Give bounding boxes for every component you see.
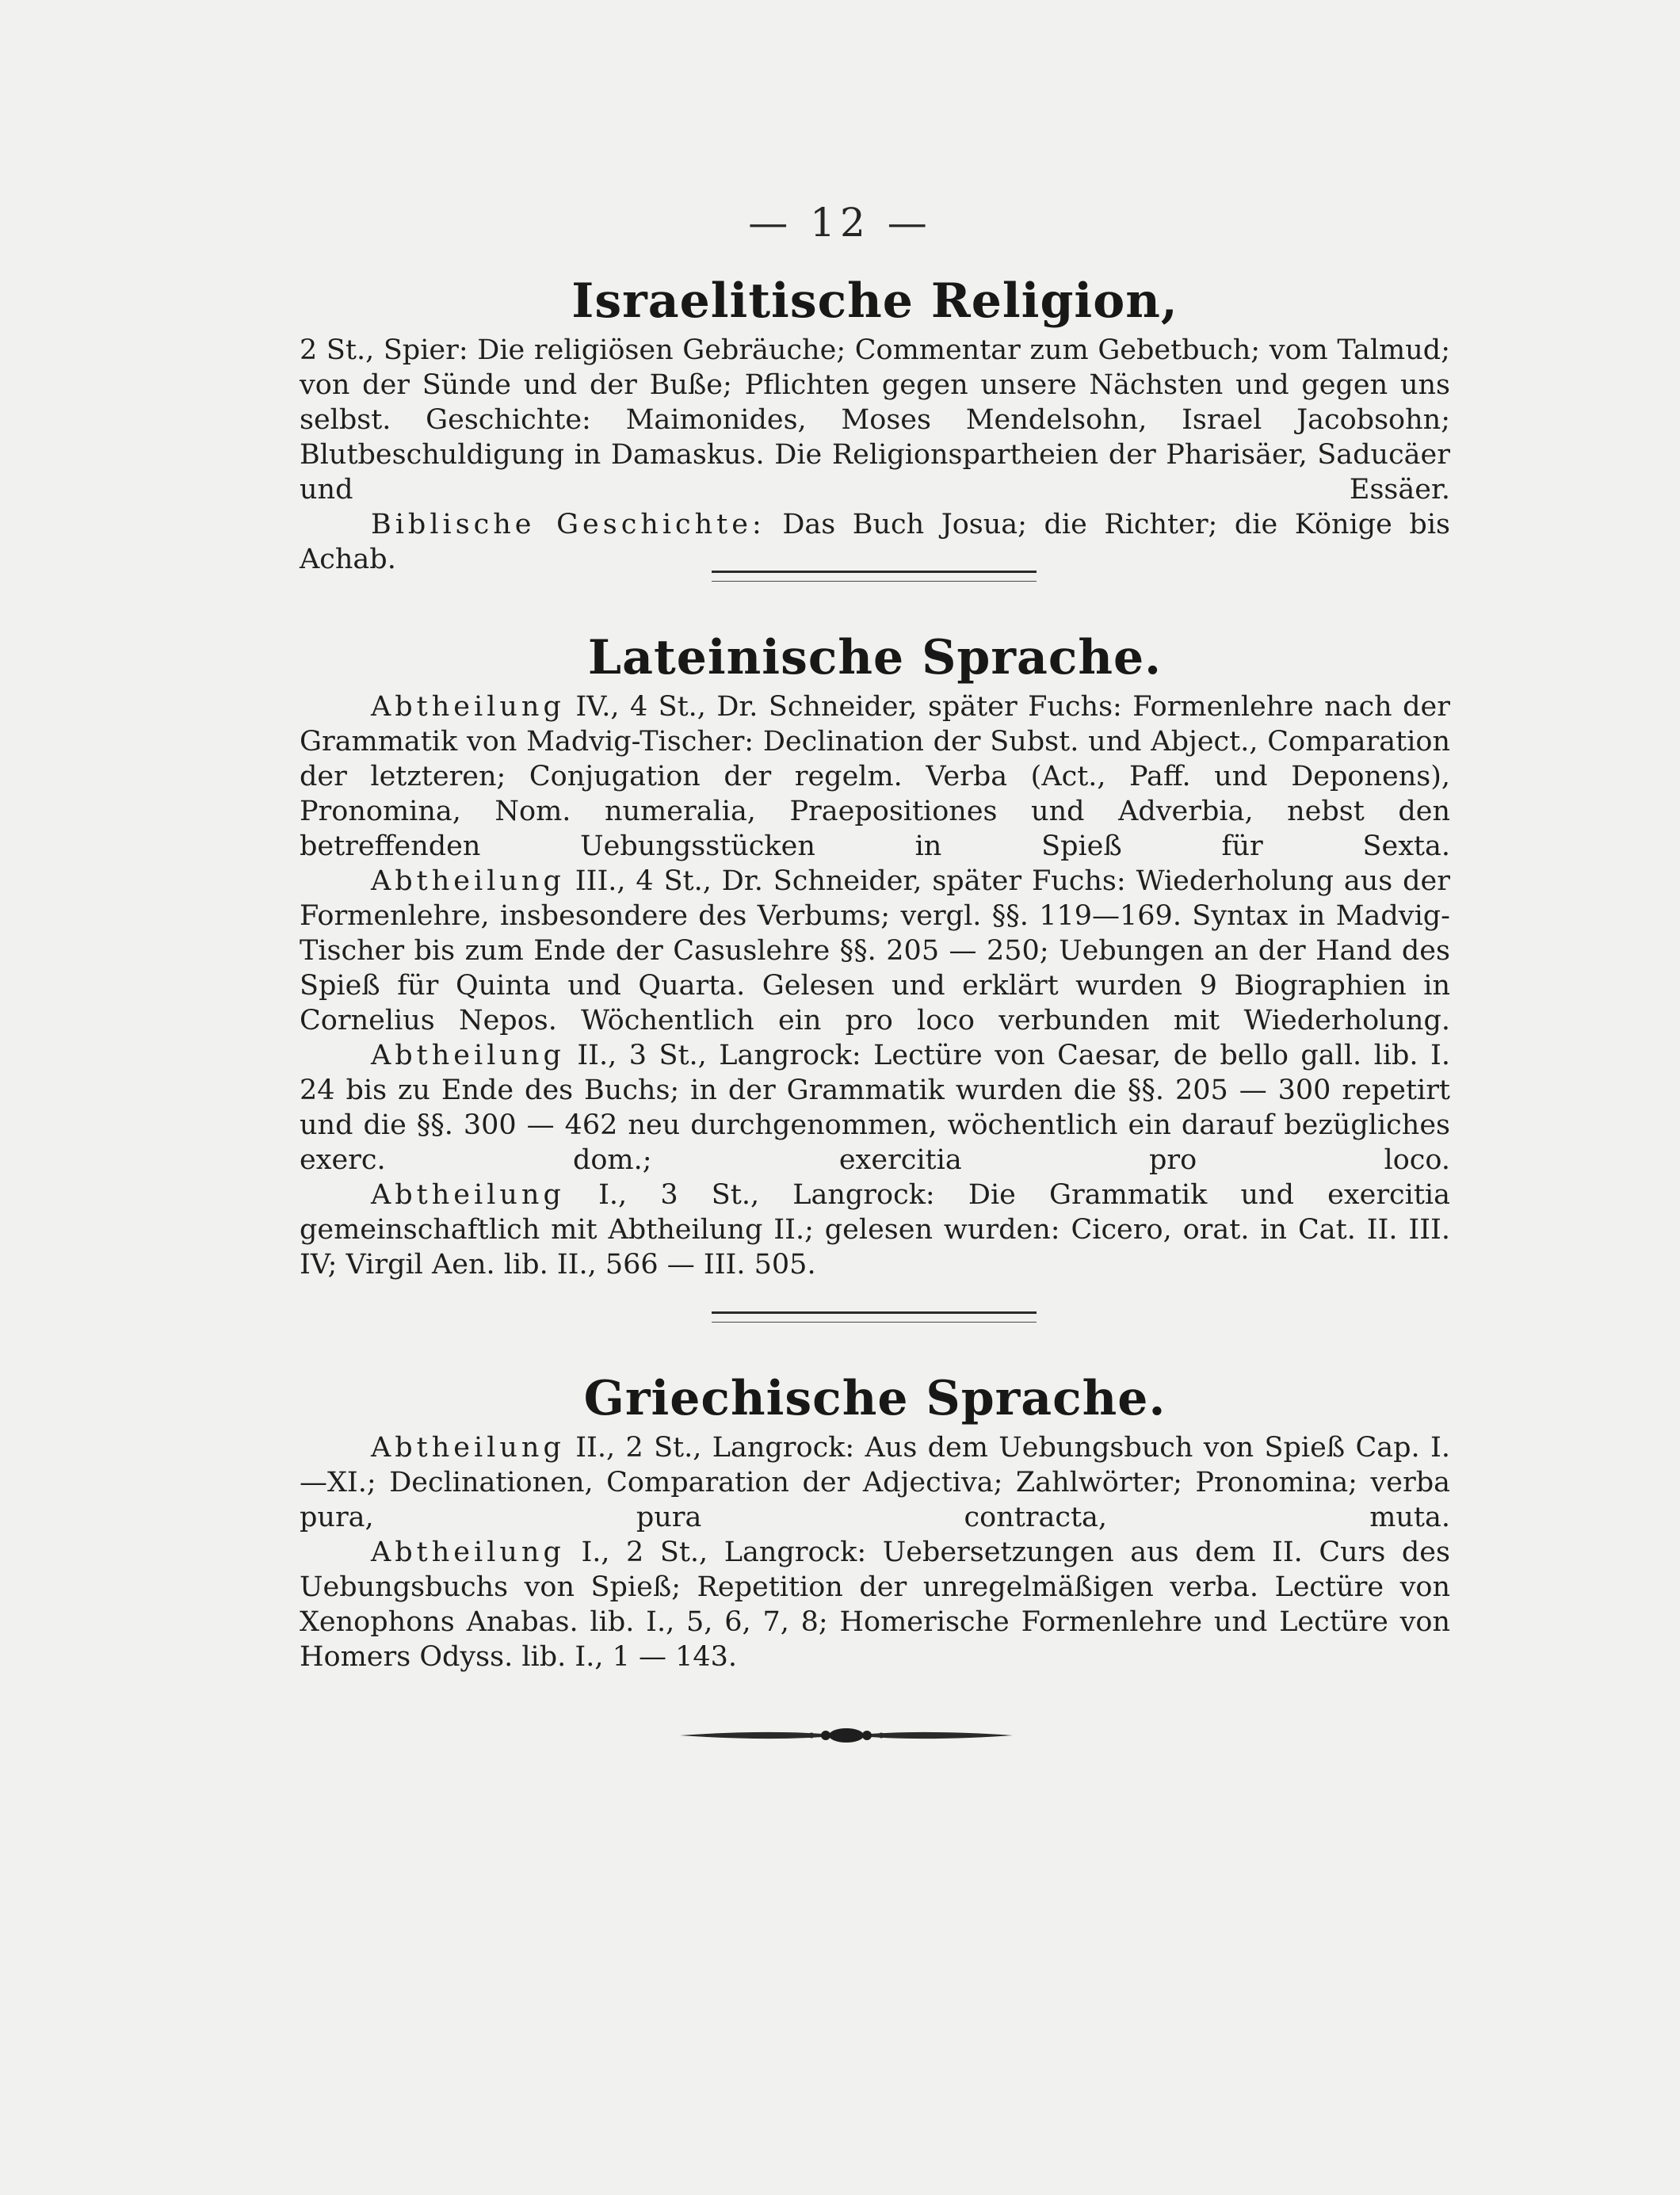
paragraph-lead: Abtheilung	[371, 1179, 565, 1211]
paragraph-lead: Abtheilung	[371, 1040, 565, 1071]
paragraph	[300, 1038, 1450, 1178]
section-divider	[712, 1311, 1037, 1323]
paragraph-text: I., 2 St., Langrock: Uebersetzungen aus dem II. Curs des Uebungsbuchs von Spieß; Repetition der unregelmäßigen verba. Lectüre von Xenophons Anabas. lib. I., 5, 6, 7, 8; Homerische Formenlehre und Lectüre von Homers Odyss. lib. I., 1 — 143.	[300, 1536, 1450, 1673]
paragraph-text: Das Buch Josua; die Richter; die Könige bis Achab.	[300, 509, 1450, 575]
paragraph	[300, 864, 1450, 1038]
section-heading: Lateinische Sprache.	[587, 630, 1163, 685]
paragraph-text: IV., 4 St., Dr. Schneider, später Fuchs: Formenlehre nach der Grammatik von Madvig-Tischer: Declination der Subst. und Abject., Comparation der letzteren; Conjugation der regelm. Verba (Act., Paff. und Deponens), Pronomina, Nom. numeralia, Praepositiones und Adverbia, nebst den betreffenden Uebungsstücken in Spieß für Sexta.	[300, 691, 1450, 862]
section-heading: Israelitische Religion,	[571, 273, 1178, 329]
section-divider	[712, 571, 1037, 582]
paragraph	[300, 333, 1450, 507]
paragraph	[300, 1535, 1450, 1674]
paragraph-lead: Abtheilung	[371, 691, 565, 723]
paragraph-lead: Biblische Geschichte:	[371, 509, 766, 540]
page-number: — 12 —	[748, 200, 932, 246]
ornament-icon	[680, 1724, 1013, 1747]
section-lateinische-sprache	[300, 626, 1450, 1282]
paragraph-lead: Abtheilung	[371, 1432, 565, 1464]
section-griechische-sprache	[300, 1367, 1450, 1674]
paragraph-lead: Abtheilung	[371, 1536, 565, 1568]
paragraph-text: 2 St., Spier: Die religiösen Gebräuche; Commentar zum Gebetbuch; vom Talmud; von der Sünde und der Buße; Pflichten gegen unsere Nächsten und gegen uns selbst. Geschichte: Maimonides, Moses Mendelsohn, Israel Jacobsohn; Blutbeschuldigung in Damaskus. Die Religionspartheien der Pharisäer, Saducäer und Essäer.	[300, 334, 1450, 506]
paragraph-text: II., 3 St., Langrock: Lectüre von Caesar, de bello gall. lib. I. 24 bis zu Ende des Buchs; in der Grammatik wurden die §§. 205 — 300 repetirt und die §§. 300 — 462 neu durchgenommen, wöchentlich ein darauf bezügliches exerc. dom.; exercitia pro loco.	[300, 1040, 1450, 1176]
paragraph	[300, 689, 1450, 864]
paragraph	[300, 1430, 1450, 1535]
paragraph-lead: Abtheilung	[371, 865, 565, 897]
paragraph-text: II., 2 St., Langrock: Aus dem Uebungsbuch von Spieß Cap. I.—XI.; Declinationen, Comparation der Adjectiva; Zahlwörter; Pronomina; verba pura, pura contracta, muta.	[300, 1432, 1450, 1533]
paragraph	[300, 1178, 1450, 1282]
paragraph	[300, 507, 1450, 577]
paragraph-text: I., 3 St., Langrock: Die Grammatik und exercitia gemeinschaftlich mit Abtheilung II.; gelesen wurden: Cicero, orat. in Cat. II. III. IV; Virgil Aen. lib. II., 566 — III. 505.	[300, 1179, 1450, 1281]
section-israelitische-religion	[300, 269, 1450, 577]
paragraph-text: III., 4 St., Dr. Schneider, später Fuchs: Wiederholung aus der Formenlehre, insbesondere des Verbums; vergl. §§. 119—169. Syntax in Madvig-Tischer bis zum Ende der Casuslehre §§. 205 — 250; Uebungen an der Hand des Spieß für Quinta und Quarta. Gelesen und erklärt wurden 9 Biographien in Cornelius Nepos. Wöchentlich ein pro loco verbunden mit Wiederholung.	[300, 865, 1450, 1036]
section-heading: Griechische Sprache.	[583, 1371, 1166, 1426]
